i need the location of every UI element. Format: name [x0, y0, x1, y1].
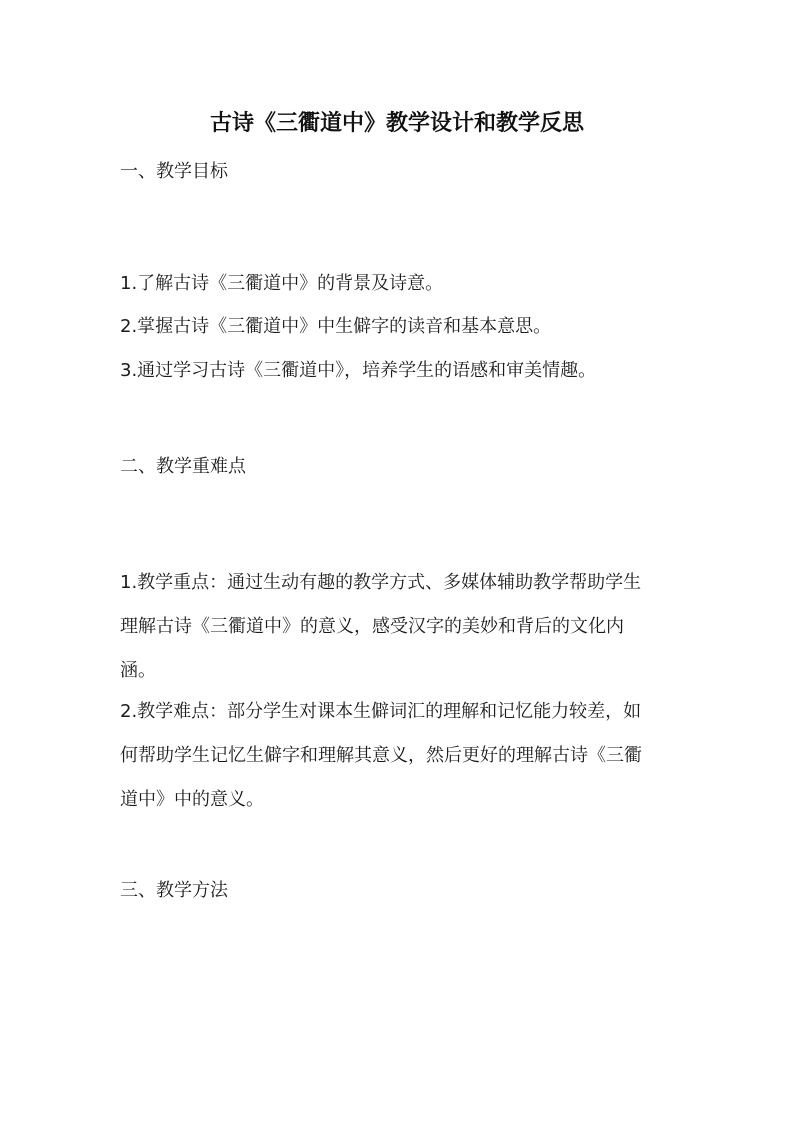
key-point-paragraph [120, 561, 676, 693]
section-heading-objectives: 一、教学目标 [120, 161, 228, 182]
paragraph-line: 理解古诗《三衢道中》的意义，感受汉字的美妙和背后的文化内 [120, 616, 624, 637]
objective-item-2 [120, 305, 676, 349]
paragraph-line: 2.教学难点：部分学生对课本生僻词汇的理解和记忆能力较差，如 [120, 701, 642, 722]
paragraph-line: 3.通过学习古诗《三衢道中》，培养学生的语感和审美情趣。 [120, 360, 597, 381]
paragraph-line: 2.掌握古诗《三衢道中》中生僻字的读音和基本意思。 [120, 316, 552, 337]
document-title: 古诗《三衢道中》教学设计和教学反思 [209, 111, 584, 136]
difficult-point-paragraph [120, 690, 676, 822]
section-heading-key-difficult-points: 二、教学重难点 [120, 456, 246, 477]
paragraph-line: 1.教学重点：通过生动有趣的教学方式、多媒体辅助教学帮助学生 [120, 572, 642, 593]
section-heading-methods: 三、教学方法 [120, 880, 228, 901]
paragraph-line: 涵。 [120, 660, 156, 681]
objective-item-3 [120, 349, 676, 393]
paragraph-line: 道中》中的意义。 [120, 789, 264, 810]
paragraph-line: 1.了解古诗《三衢道中》的背景及诗意。 [120, 273, 444, 294]
paragraph-line: 何帮助学生记忆生僻字和理解其意义，然后更好的理解古诗《三衢 [120, 745, 642, 766]
objective-item-1 [120, 262, 676, 306]
